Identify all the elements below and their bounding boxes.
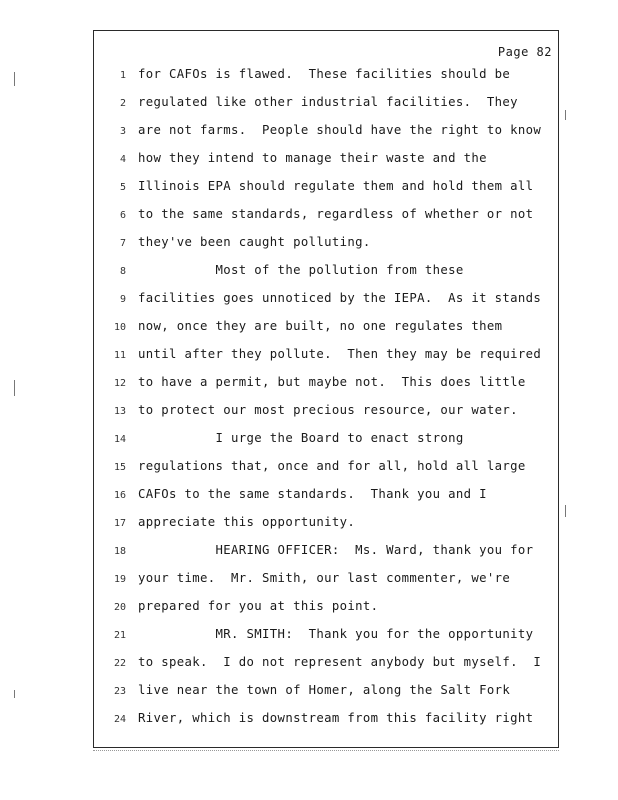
page-number: Page 82 bbox=[497, 45, 552, 59]
line-number: 7 bbox=[119, 238, 126, 249]
line-text: how they intend to manage their waste and the bbox=[138, 151, 487, 165]
line-text: MR. SMITH: Thank you for the opportunity bbox=[138, 627, 534, 641]
line-text: your time. Mr. Smith, our last commenter, we're bbox=[138, 571, 511, 585]
scan-artifact bbox=[565, 505, 566, 517]
line-text: CAFOs to the same standards. Thank you and I bbox=[138, 487, 487, 501]
line-number: 18 bbox=[113, 546, 126, 557]
line-text: regulated like other industrial facilities. They bbox=[138, 95, 518, 109]
line-text: until after they pollute. Then they may be required bbox=[138, 347, 542, 361]
line-text: are not farms. People should have the right to know bbox=[138, 123, 542, 137]
transcript-line bbox=[94, 206, 558, 234]
transcript-line bbox=[94, 682, 558, 710]
line-text: now, once they are built, no one regulates them bbox=[138, 319, 503, 333]
transcript-line bbox=[94, 402, 558, 430]
line-text: HEARING OFFICER: Ms. Ward, thank you for bbox=[138, 543, 534, 557]
line-text: Most of the pollution from these bbox=[138, 263, 464, 277]
transcript-line bbox=[94, 374, 558, 402]
line-text: prepared for you at this point. bbox=[138, 599, 379, 613]
transcript-line bbox=[94, 346, 558, 374]
line-number: 15 bbox=[113, 462, 126, 473]
transcript-line bbox=[94, 430, 558, 458]
line-number: 10 bbox=[113, 322, 126, 333]
line-number: 12 bbox=[113, 378, 126, 389]
transcript-line bbox=[94, 458, 558, 486]
transcript-line bbox=[94, 626, 558, 654]
transcript-line bbox=[94, 150, 558, 178]
line-text: for CAFOs is flawed. These facilities should be bbox=[138, 67, 511, 81]
line-number: 11 bbox=[113, 350, 126, 361]
line-number: 8 bbox=[119, 266, 126, 277]
scan-artifact bbox=[14, 690, 15, 698]
transcript-line bbox=[94, 514, 558, 542]
line-text: River, which is downstream from this facility right bbox=[138, 711, 534, 725]
transcript-line bbox=[94, 570, 558, 598]
line-text: live near the town of Homer, along the Salt Fork bbox=[138, 683, 511, 697]
transcript-line bbox=[94, 710, 558, 738]
line-text: they've been caught polluting. bbox=[138, 235, 371, 249]
line-text: to the same standards, regardless of whether or not bbox=[138, 207, 534, 221]
line-text: to speak. I do not represent anybody but myself. I bbox=[138, 655, 542, 669]
line-text: to protect our most precious resource, our water. bbox=[138, 403, 518, 417]
transcript-page bbox=[93, 30, 559, 748]
line-number: 23 bbox=[113, 686, 126, 697]
line-number: 17 bbox=[113, 518, 126, 529]
scan-artifact bbox=[565, 110, 566, 120]
line-number: 20 bbox=[113, 602, 126, 613]
transcript-line bbox=[94, 598, 558, 626]
line-number: 3 bbox=[119, 126, 126, 137]
line-number: 14 bbox=[113, 434, 126, 445]
transcript-lines bbox=[94, 66, 558, 738]
transcript-line bbox=[94, 654, 558, 682]
transcript-line bbox=[94, 178, 558, 206]
bottom-scan-edge bbox=[93, 750, 559, 753]
line-number: 9 bbox=[119, 294, 126, 305]
line-number: 5 bbox=[119, 182, 126, 193]
line-text: to have a permit, but maybe not. This does little bbox=[138, 375, 526, 389]
transcript-line bbox=[94, 94, 558, 122]
transcript-line bbox=[94, 234, 558, 262]
line-number: 13 bbox=[113, 406, 126, 417]
scan-artifact bbox=[14, 380, 15, 396]
transcript-line bbox=[94, 262, 558, 290]
transcript-line bbox=[94, 66, 558, 94]
line-number: 2 bbox=[119, 98, 126, 109]
line-text: facilities goes unnoticed by the IEPA. As it stands bbox=[138, 291, 542, 305]
scan-artifact bbox=[14, 72, 15, 86]
line-number: 21 bbox=[113, 630, 126, 641]
line-number: 24 bbox=[113, 714, 126, 725]
line-number: 16 bbox=[113, 490, 126, 501]
line-text: I urge the Board to enact strong bbox=[138, 431, 464, 445]
transcript-line bbox=[94, 290, 558, 318]
transcript-line bbox=[94, 542, 558, 570]
line-number: 4 bbox=[119, 154, 126, 165]
line-text: regulations that, once and for all, hold all large bbox=[138, 459, 526, 473]
line-number: 22 bbox=[113, 658, 126, 669]
transcript-line bbox=[94, 486, 558, 514]
transcript-line bbox=[94, 122, 558, 150]
line-number: 6 bbox=[119, 210, 126, 221]
line-number: 1 bbox=[119, 70, 126, 81]
line-text: appreciate this opportunity. bbox=[138, 515, 356, 529]
transcript-line bbox=[94, 318, 558, 346]
line-number: 19 bbox=[113, 574, 126, 585]
line-text: Illinois EPA should regulate them and hold them all bbox=[138, 179, 534, 193]
